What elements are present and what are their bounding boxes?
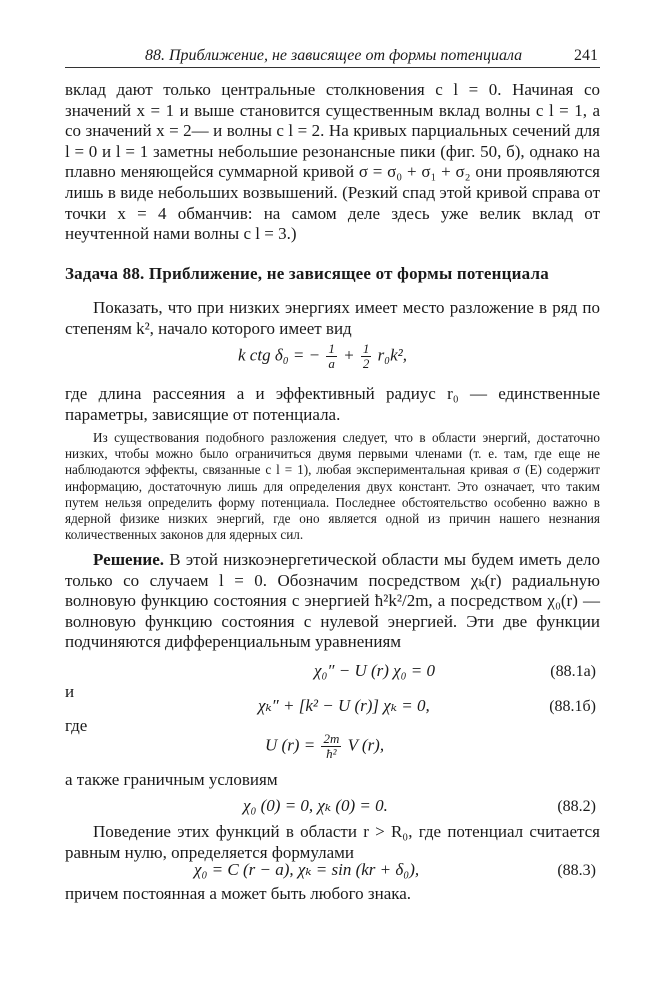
potential-denominator: ħ² [326,746,337,761]
equation-88-1a: χ₀″ − U (r) χ₀ = 0 [314,661,436,680]
equation-label-88-3: (88.3) [557,862,596,879]
page-number: 241 [574,47,598,64]
fraction-one-half [361,342,372,371]
potential-numerator: 2m [323,731,340,746]
formula-lhs: k ctg δ₀ = − [238,345,321,365]
solution-label: Решение. [93,550,164,569]
intro-paragraph: вклад дают только центральные столкновения с l = 0. Начиная со значений x = 1 и выше становится существенным вклад волны с l = 1, а со значений x = 2— и волны с l = 2. На кривых парциальных сечений для l = 0 и l = 1 заметны небольшие резонансные пики (фиг. 50, б), однако на плавно меняющейся суммарной кривой σ = σ₀ + σ₁ + σ₂ они проявляются лишь в виде небольших возвышений. (Резкий спад этой кривой справа от точки x = 4 обманчив: на самом деле здесь уже велик вклад от неучтенной нами волны с l = 3.) [65,80,600,244]
equation-label-88-1a: (88.1а) [550,663,596,680]
equation-88-2: χ₀ (0) = 0, χₖ (0) = 0. [243,796,388,815]
potential-definition [265,732,384,761]
word-and: и [65,682,75,701]
frac1-numerator: 1 [328,341,335,356]
task-note: Из существования подобного разложения следует, что в области энергий, достаточно низких, чтобы можно было ограничиться двумя первыми членами (т. е. там, где еще не наблюдаются эффекты, связанные с l = 1), любая экспериментальная кривая σ (E) содержит информацию, достаточную лишь для определения двух констант. Это означает, что таким путем нельзя определить форму потенциала. Последнее обстоятельство особенно важно в ядерной физике низких энергий, где оно является одной из причин нашего незнания количественных законов для ядерных сил. [65,430,600,543]
frac1-denominator: a [328,356,335,371]
solution-text: В этой низкоэнергетической области мы будем иметь дело только со случаем l = 0. Обозначим посредством χₖ(r) радиальную волновую функцию состояния с энергией ħ²k²/2m, а посредством χ₀(r) — волновую функцию состояния с нулевой энергией. Эти две функции подчиняются дифференциальным уравнениям [65,550,601,652]
expansion-formula [238,342,407,371]
running-header [65,45,600,68]
potential-lhs: U (r) = [265,735,316,755]
frac2-denominator: 2 [362,356,370,371]
equation-88-1b: χₖ″ + [k² − U (r)] χₖ = 0, [258,696,430,715]
after-formula-text: где длина рассеяния a и эффективный радиус r₀ — единственные параметры, зависящие от потенциала. [65,384,600,424]
behavior-paragraph: Поведение этих функций в области r > R₀, где потенциал считается равным нулю, определяется формулами [65,822,600,862]
equation-label-88-2: (88.2) [557,798,596,815]
task-statement: Показать, что при низких энергиях имеет место разложение в ряд по степеням k², начало которого имеет вид [65,298,600,338]
formula-plus: + [343,345,355,365]
fraction-one-over-a [326,342,337,371]
final-text: причем постоянная a может быть любого знака. [65,884,412,903]
running-title: 88. Приближение, не зависящее от формы потенциала [145,47,523,64]
fraction-2m-over-hbar2 [321,732,341,761]
task-heading: Задача 88. Приближение, не зависящее от формы потенциала [65,264,549,283]
word-where: где [65,716,88,735]
frac2-numerator: 1 [362,341,370,356]
potential-rhs: V (r), [347,735,385,755]
equation-label-88-1b: (88.1б) [549,698,596,715]
solution-paragraph [65,550,600,653]
formula-rhs: r₀k², [377,345,407,365]
boundary-conditions-text: а также граничным условиям [65,770,278,789]
equation-88-3: χ₀ = C (r − a), χₖ = sin (kr + δ₀), [194,860,420,879]
